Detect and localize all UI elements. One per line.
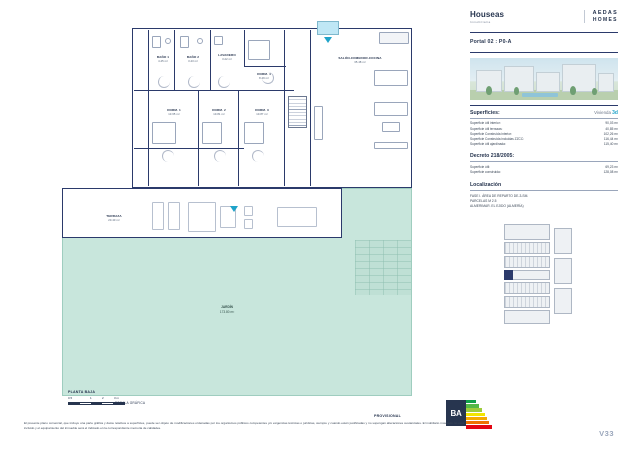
- partition-horizontal-1: [134, 90, 294, 91]
- surface-value: 115,40 m²: [603, 142, 618, 147]
- room-label-jardin: JARDÍN 173.80 m²: [219, 305, 235, 314]
- divider-2: [470, 52, 618, 53]
- unit-type-value: 3d: [612, 109, 618, 116]
- room-label-bano2: BAÑO 2 3.43 m²: [186, 55, 200, 63]
- divider-1: [470, 32, 618, 33]
- entrance-terrace: [317, 21, 339, 35]
- furniture-dining-table: [374, 70, 408, 86]
- door-arc-4: [262, 72, 274, 84]
- room-label-bano1: BAÑO 1 4.45 m²: [156, 55, 170, 63]
- surface-value: 102,26 m²: [603, 131, 618, 136]
- floorplan-drawing: JARDÍN 173.80 m² TERRAZA 20.40 m² BAÑO 1 4.45 m² BAÑO 2 3.43 m² LAVADERO 3.22 m² DORM. 4 8.49 m² SALÓN-COMEDOR-COCINA 35.48 m² DORM. 1 13.65 m² DORM. 2 10.81 m² DORM. 3 10.87 m² PLANTA BAJA 0.5 1 2 3 m ESCALA GRÁFICA PROVISIONAL BA: [22, 10, 442, 400]
- door-arc-6: [214, 150, 226, 162]
- decreto-label: Superficie útil:: [470, 164, 491, 169]
- furniture-coffee-table: [382, 122, 400, 132]
- surface-label: Superficie útil interior:: [470, 121, 501, 126]
- door-arc-1: [158, 76, 170, 88]
- furniture-outdoor-chair-2: [244, 219, 253, 229]
- unit-type-prefix: Vivienda: [594, 109, 611, 115]
- partition-vertical-2: [210, 30, 211, 90]
- surface-value: 90,03 m²: [605, 121, 618, 126]
- portal-label: Portal 02 : P0-A: [470, 39, 512, 46]
- surface-label: Superficie útil ajardinada:: [470, 142, 506, 147]
- partition-horizontal-3: [244, 66, 286, 67]
- room-label-dorm1: DORM. 1 13.65 m²: [167, 108, 181, 116]
- entrance-arrow-icon: [324, 37, 332, 43]
- surface-label: Superficie útil terrazas:: [470, 126, 503, 131]
- localizacion-line: PARCELAS M 2.5: [470, 199, 497, 204]
- keyplan-block-1: [504, 224, 550, 240]
- partition-vertical-5: [310, 30, 311, 186]
- localizacion-line: FASE I. ÁREA DE REPARTO DE-3-SM.: [470, 193, 529, 198]
- door-arc-2: [188, 76, 200, 88]
- brand-name: Houseas: [470, 10, 505, 19]
- project-render-image: [470, 58, 618, 100]
- furniture-shower-bano2: [180, 36, 189, 48]
- render-building-4: [562, 64, 596, 92]
- surface-row: [470, 142, 618, 147]
- render-building-3: [536, 72, 560, 92]
- furniture-bed-dorm2: [202, 122, 222, 144]
- keyplan-block-right-1: [554, 228, 572, 254]
- site-key-plan: [470, 220, 618, 345]
- provisional-stamp: PROVISIONAL: [374, 414, 401, 418]
- partition-vertical-left-offset: [148, 30, 149, 186]
- decreto-value: 69,23 m²: [605, 164, 618, 169]
- furniture-bed-dorm4: [248, 40, 270, 60]
- brand-aedas: [584, 10, 618, 23]
- render-tree-1: [486, 86, 492, 95]
- furniture-wc-bano1: [165, 38, 171, 44]
- partition-horizontal-2: [134, 148, 244, 149]
- door-arc-3: [218, 76, 230, 88]
- keyplan-block-3: [504, 256, 550, 268]
- plan-code: V33: [599, 429, 614, 438]
- surface-label: Superficie Construida incluidas ZZCC:: [470, 136, 525, 141]
- room-label-dorm2: DORM. 2 10.81 m²: [212, 108, 226, 116]
- keyplan-block-2: [504, 242, 550, 254]
- furniture-outdoor-chair-1: [244, 206, 253, 216]
- surfaces-title: Superficies:: [470, 109, 500, 116]
- render-tree-3: [570, 86, 576, 95]
- door-arc-5: [162, 150, 174, 162]
- localizacion-line: ALMERIMAR. EL EJIDO (ALMERÍA): [470, 204, 524, 209]
- furniture-sofa-living: [374, 102, 408, 116]
- developer-name: AEDAS: [592, 10, 618, 16]
- furniture-wardrobe-hall: [314, 106, 323, 140]
- furniture-dining-outdoor: [277, 207, 317, 227]
- render-tree-4: [592, 88, 597, 95]
- furniture-sofa-outdoor: [188, 202, 216, 232]
- keyplan-block-5: [504, 282, 550, 294]
- divider-3: [470, 105, 618, 106]
- room-label-dorm4: DORM. 4 8.49 m²: [257, 72, 271, 80]
- decreto-label: Superficie construida:: [470, 170, 501, 175]
- keyplan-block-7: [504, 310, 550, 324]
- keyplan-block-6: [504, 296, 550, 308]
- furniture-washer-lavadero: [214, 36, 223, 45]
- surface-value: 116,44 m²: [603, 136, 618, 141]
- render-tree-2: [514, 87, 519, 95]
- brand-tagline: Inmobiliaria: [470, 19, 491, 24]
- energy-rating-letters: BA: [446, 400, 466, 426]
- garden-paving-hatch: [355, 240, 411, 295]
- brand-row: [470, 10, 618, 28]
- surface-label: Superficie Construida interior:: [470, 131, 512, 136]
- legal-disclaimer: El presente plano comercial, que incluye una parte gráfica y datos relativos a superficies, puede ser objeto de modificaciones ordenadas por los organismos públicos competentes y/o exigencias técnicas o jurídicas, siempre y cuando estén justificadas y no supongan alteraciones sustanciales. El mobiliario mostrado no está incluido y el equipamiento del inmueble será el indicado en la correspondiente memoria de calidades.: [24, 421, 464, 430]
- divider-5: [470, 161, 618, 162]
- surfaces-list: [470, 121, 618, 147]
- brand-houseas: [470, 10, 504, 24]
- decreto-row: [470, 170, 618, 175]
- room-label-salon: SALÓN-COMEDOR-COCINA 35.48 m²: [338, 56, 382, 64]
- decreto-list: [470, 165, 618, 175]
- furniture-tv-unit: [374, 142, 408, 149]
- info-panel: [470, 10, 618, 442]
- unit-type-tag: [594, 110, 618, 116]
- render-building-2: [504, 66, 534, 92]
- scale-caption: ESCALA GRÁFICA: [115, 401, 146, 405]
- partition-vertical-3: [244, 30, 245, 66]
- developer-name-2: HOMES: [592, 17, 618, 23]
- keyplan-highlight-current-unit: [504, 270, 513, 280]
- furniture-shower-bano1: [152, 36, 161, 48]
- render-building-5: [598, 73, 614, 92]
- room-label-dorm3: DORM. 3 10.87 m²: [255, 108, 269, 116]
- divider-6: [470, 190, 618, 191]
- divider-4: [470, 118, 618, 119]
- stair-run: [288, 96, 307, 128]
- render-pool: [522, 93, 558, 97]
- furniture-lounger-2: [168, 202, 180, 230]
- furniture-bed-dorm3: [244, 122, 264, 144]
- partition-vertical-4: [284, 30, 285, 186]
- furniture-bed-dorm1: [152, 122, 176, 144]
- furniture-kitchen-counter: [379, 32, 409, 44]
- surface-value: 40,85 m²: [605, 126, 618, 131]
- localizacion-title: Localización: [470, 182, 502, 189]
- plan-level-label: PLANTA BAJA: [68, 390, 96, 394]
- partition-vertical-7: [198, 90, 199, 186]
- terrace-access-arrow-icon: [230, 206, 238, 212]
- keyplan-block-right-2: [554, 258, 572, 284]
- surfaces-header: [470, 110, 618, 116]
- furniture-lounger-1: [152, 202, 164, 230]
- room-label-lavadero: LAVADERO 3.22 m²: [218, 53, 236, 61]
- door-arc-7: [252, 150, 264, 162]
- partition-vertical-6: [238, 90, 239, 186]
- furniture-wc-bano2: [197, 38, 203, 44]
- partition-vertical-1: [174, 30, 175, 90]
- decreto-title: Decreto 218/2005:: [470, 153, 515, 160]
- keyplan-block-right-3: [554, 288, 572, 314]
- decreto-value: 128,08 m²: [603, 170, 618, 175]
- localizacion-lines: [470, 194, 618, 210]
- room-label-terraza: TERRAZA 20.40 m²: [106, 214, 122, 222]
